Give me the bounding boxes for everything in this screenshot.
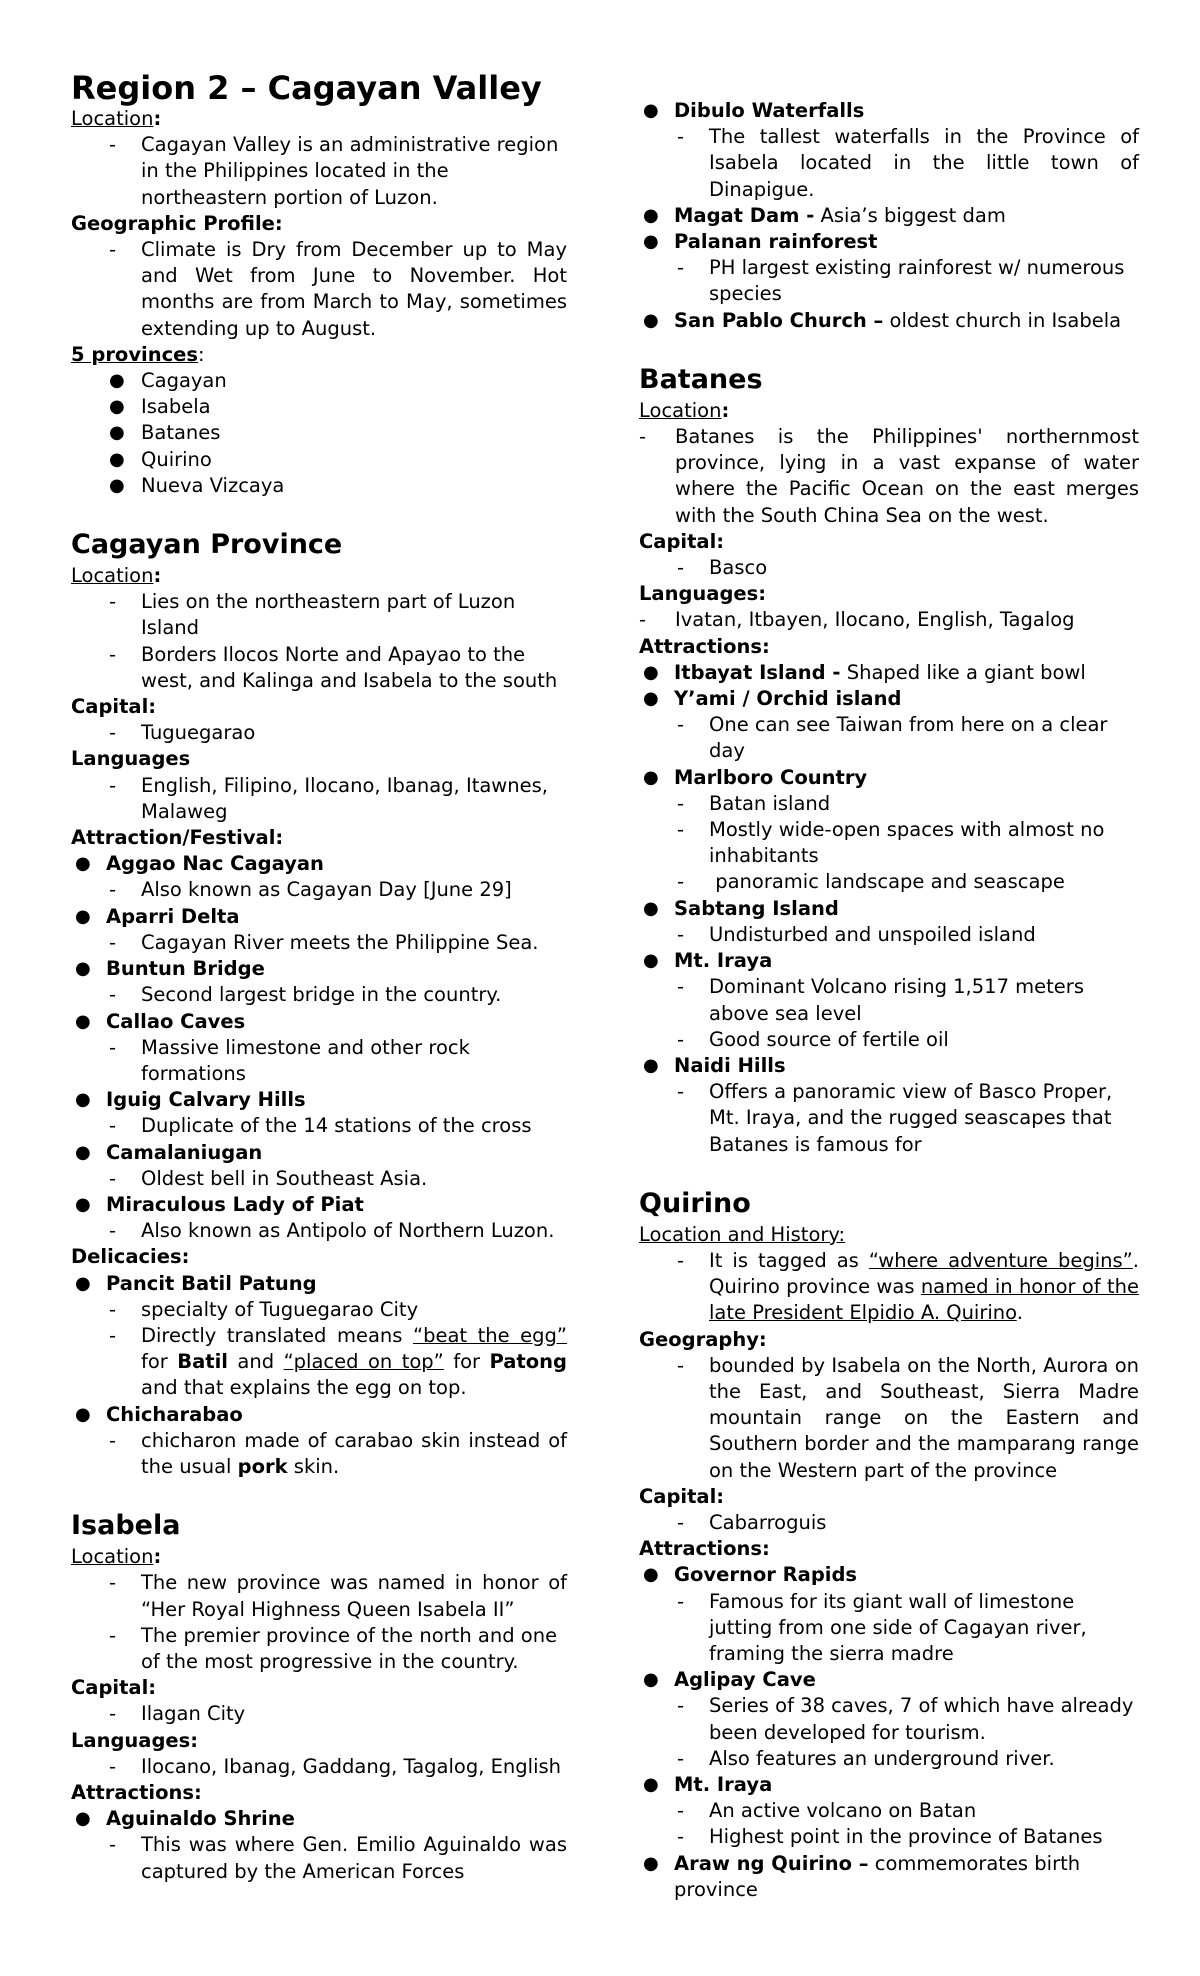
delicacies-label: Delicacies: — [71, 1245, 190, 1269]
list-item: - Ilocano, Ibanag, Gaddang, Tagalog, English — [109, 1754, 562, 1778]
list-item: - chicharon made of carabao skin instead of the usual pork skin. — [109, 1428, 567, 1478]
province-item: ● Nueva Vizcaya — [109, 473, 285, 497]
attraction-item: ● Mt. Iraya — [643, 1772, 773, 1796]
languages-label: Languages: — [71, 1728, 199, 1752]
list-item: - Lies on the northeastern part of Luzon Island — [109, 590, 516, 640]
right-column — [639, 98, 1139, 1903]
list-item: - bounded by Isabela on the North, Aurora on the East, and Southeast, Sierra Madre mountain range on the Eastern and Southern border and the mamparang range on the Western part of the province — [677, 1353, 1139, 1482]
list-item: - Second largest bridge in the country. — [109, 983, 502, 1007]
attractions-label: Attractions: — [639, 1537, 770, 1561]
attraction-item: ● Itbayat Island - Shaped like a giant bowl — [643, 660, 1086, 684]
list-item: - Directly translated means “beat the egg” for Batil and “placed on top” for Patong and that explains the egg on top. — [109, 1323, 567, 1400]
geographic-profile-label: Geographic Profile: — [71, 211, 283, 235]
attraction-item: ● Magat Dam - Asia’s biggest dam — [643, 203, 1006, 227]
page-title: Region 2 – Cagayan Valley — [71, 69, 542, 107]
list-item: - Also known as Antipolo of Northern Luzon. — [109, 1219, 555, 1243]
languages-label: Languages: — [639, 582, 767, 606]
list-item: - Dominant Volcano rising 1,517 meters above sea level — [677, 975, 1084, 1025]
attraction-item: ● Naidi Hills — [643, 1053, 786, 1077]
location-label: Location: — [71, 107, 162, 130]
attraction-item: ● Aglipay Cave — [643, 1668, 816, 1692]
province-item: ● Cagayan — [109, 369, 227, 393]
capital-label: Capital: — [639, 529, 725, 553]
capital-label: Capital: — [71, 1676, 157, 1700]
attraction-item: ● Governor Rapids — [643, 1563, 858, 1587]
list-item: - Series of 38 caves, 7 of which have already been developed for tourism. — [677, 1694, 1134, 1744]
capital-label: Capital: — [71, 695, 157, 719]
list-item: - Massive limestone and other rock formations — [109, 1035, 470, 1085]
list-item: - Cagayan Valley is an administrative region in the Philippines located in the northeastern portion of Luzon. — [109, 133, 559, 209]
list-item: - Cagayan River meets the Philippine Sea. — [109, 930, 539, 954]
list-item: - Good source of fertile oil — [677, 1027, 949, 1051]
attraction-item: ● Miraculous Lady of Piat — [75, 1192, 364, 1216]
location-label: Location: — [639, 398, 730, 422]
list-item: - This was where Gen. Emilio Aguinaldo was captured by the American Forces — [109, 1833, 567, 1883]
list-item: - Batanes is the Philippines' northernmost province, lying in a vast expanse of water where the Pacific Ocean on the east merges with the South China Sea on the west. — [639, 425, 1139, 527]
attraction-item: ● Aparri Delta — [75, 904, 240, 928]
provinces-label: 5 provinces: — [71, 342, 205, 366]
list-item: - Duplicate of the 14 stations of the cross — [109, 1114, 532, 1138]
capital-label: Capital: — [639, 1484, 725, 1508]
attraction-item: ● Mt. Iraya — [643, 949, 773, 973]
attractions-label: Attractions: — [639, 634, 770, 658]
location-label: Location: — [71, 1545, 162, 1569]
province-item: ● Batanes — [109, 421, 221, 445]
delicacy-item: ● Pancit Batil Patung — [75, 1271, 317, 1295]
list-item: - Climate is Dry from December up to May and Wet from June to November. Hot months are from March to May, sometimes extending up to August. — [109, 238, 567, 340]
attraction-item: ● Dibulo Waterfalls — [643, 99, 865, 122]
province-item: ● Quirino — [109, 447, 212, 471]
attractions-label: Attractions: — [71, 1780, 202, 1804]
location-label: Location: — [71, 564, 162, 588]
geography-label: Geography: — [639, 1327, 767, 1351]
list-item: - Also known as Cagayan Day [June 29] — [109, 878, 512, 902]
attraction-item: ● Araw ng Quirino – commemorates birth province — [643, 1851, 1081, 1901]
list-item: - Ivatan, Itbayen, Ilocano, English, Tagalog — [639, 608, 1075, 632]
list-item: - Famous for its giant wall of limestone jutting from one side of Cagayan river, framing the sierra madre — [677, 1589, 1087, 1665]
list-item: - Oldest bell in Southeast Asia. — [109, 1166, 428, 1190]
province-item: ● Isabela — [109, 395, 211, 419]
attraction-item: ● Aguinaldo Shrine — [75, 1807, 295, 1831]
attraction-item: ● Palanan rainforest — [643, 230, 878, 254]
list-item: - It is tagged as “where adventure begins”. Quirino province was named in honor of the late President Elpidio A. Quirino. — [677, 1248, 1139, 1325]
list-item: - panoramic landscape and seascape — [677, 870, 1065, 894]
list-item: - Batan island — [677, 791, 831, 815]
section-title-cagayan: Cagayan Province — [71, 529, 343, 561]
section-title-isabela: Isabela — [71, 1510, 181, 1542]
attraction-item: ● Camalaniugan — [75, 1140, 263, 1164]
attraction-item: ● Callao Caves — [75, 1009, 246, 1033]
list-item: - Tuguegarao — [109, 721, 256, 745]
list-item: - An active volcano on Batan — [677, 1799, 977, 1823]
list-item: - One can see Taiwan from here on a clear day — [677, 713, 1108, 763]
list-item: - PH largest existing rainforest w/ numerous species — [677, 256, 1125, 306]
attraction-item: ● Iguig Calvary Hills — [75, 1088, 306, 1112]
list-item: - Offers a panoramic view of Basco Proper, Mt. Iraya, and the rugged seascapes that Batanes is famous for — [677, 1080, 1113, 1156]
list-item: - English, Filipino, Ilocano, Ibanag, Itawnes, Malaweg — [109, 773, 548, 823]
list-item: - The tallest waterfalls in the Province of Isabela located in the little town of Dinapigue. — [677, 125, 1139, 201]
languages-label: Languages — [71, 747, 191, 771]
attraction-item: ● Marlboro Country — [643, 765, 868, 789]
list-item: - Borders Ilocos Norte and Apayao to the west, and Kalinga and Isabela to the south — [109, 642, 558, 692]
list-item: - specialty of Tuguegarao City — [109, 1297, 419, 1321]
list-item: - Also features an underground river. — [677, 1746, 1055, 1770]
location-history-label: Location and History: — [639, 1222, 846, 1246]
attraction-item: ● San Pablo Church – oldest church in Isabela — [643, 308, 1122, 332]
attraction-item: ● Buntun Bridge — [75, 957, 265, 981]
delicacy-item: ● Chicharabao — [75, 1402, 243, 1426]
left-column — [71, 68, 567, 1885]
attraction-item: ● Aggao Nac Cagayan — [75, 852, 324, 876]
list-item: - Mostly wide-open spaces with almost no inhabitants — [677, 818, 1105, 868]
attraction-item: ● Sabtang Island — [643, 896, 839, 920]
list-item: - Undisturbed and unspoiled island — [677, 922, 1036, 946]
list-item: - Cabarroguis — [677, 1510, 827, 1534]
attraction-item: ● Y’ami / Orchid island — [643, 687, 902, 711]
list-item: - Ilagan City — [109, 1702, 246, 1726]
section-title-quirino: Quirino — [639, 1187, 751, 1219]
list-item: - Basco — [677, 556, 768, 580]
list-item: - Highest point in the province of Batanes — [677, 1825, 1103, 1849]
list-item: - The premier province of the north and one of the most progressive in the country. — [109, 1623, 558, 1673]
section-title-batanes: Batanes — [639, 363, 763, 395]
attractions-label: Attraction/Festival: — [71, 826, 284, 850]
list-item: - The new province was named in honor of “Her Royal Highness Queen Isabela II” — [109, 1571, 567, 1621]
